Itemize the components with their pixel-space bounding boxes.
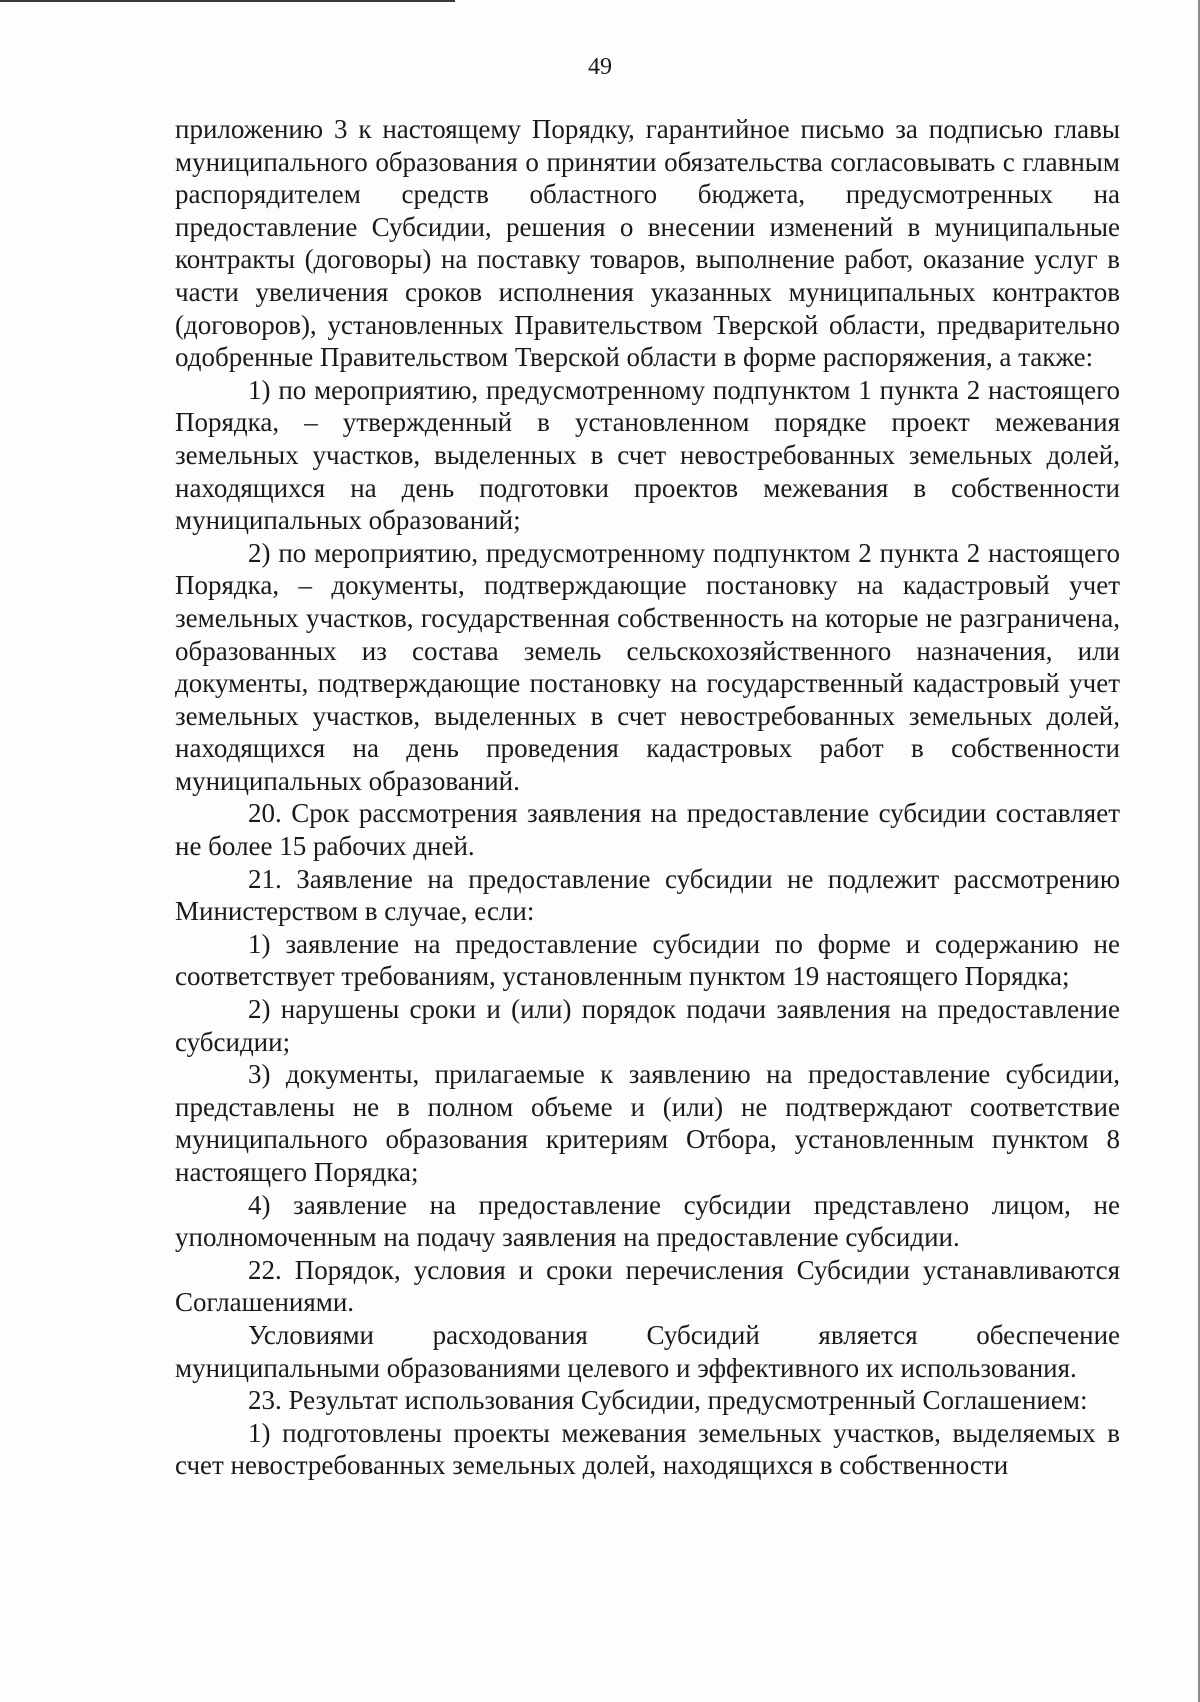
- paragraph-continuation: приложению 3 к настоящему Порядку, гарантийное письмо за подписью главы муниципального образования о принятии обязательства согласовывать с главным распорядителем средств областного бюджета, предусмотренных на предоставление Субсидии, решения о внесении изменений в муниципальные контракты (договоры) на поставку товаров, выполнение работ, оказание услуг в части увеличения сроков исполнения указанных муниципальных контрактов (договоров), установленных Правительством Тверской области, предварительно одобренные Правительством Тверской области в форме распоряжения, а также:: [175, 114, 1120, 373]
- paragraph-item-1: 1) по мероприятию, предусмотренному подпунктом 1 пункта 2 настоящего Порядка, – утвержденный в установленном порядке проект межевания земельных участков, выделенных в счет невостребованных земельных долей, находящихся на день подготовки проектов межевания в собственности муниципальных образований;: [175, 374, 1120, 536]
- paragraph-clause-21-item-4: 4) заявление на предоставление субсидии представлено лицом, не уполномоченным на подачу заявления на предоставление субсидии.: [175, 1189, 1120, 1253]
- paragraph-conditions: Условиями расходования Субсидий является обеспечение муниципальными образованиями целевого и эффективного их использования.: [175, 1319, 1120, 1383]
- paragraph-clause-23-item-1: 1) подготовлены проекты межевания земельных участков, выделяемых в счет невостребованных земельных долей, находящихся в собственности: [175, 1417, 1120, 1481]
- page-number: 49: [588, 54, 612, 80]
- paragraph-clause-23: 23. Результат использования Субсидии, предусмотренный Соглашением:: [248, 1385, 1088, 1416]
- paragraph-clause-21-item-3: 3) документы, прилагаемые к заявлению на предоставление субсидии, представлены не в полном объеме и (или) не подтверждают соответствие муниципального образования критериям Отбора, установленным пунктом 8 настоящего Порядка;: [175, 1059, 1120, 1187]
- paragraph-clause-22: 22. Порядок, условия и сроки перечисления Субсидии устанавливаются Соглашениями.: [175, 1254, 1120, 1318]
- paragraph-clause-20: 20. Срок рассмотрения заявления на предоставление субсидии составляет не более 15 рабочих дней.: [175, 798, 1120, 862]
- paragraph-clause-21: 21. Заявление на предоставление субсидии не подлежит рассмотрению Министерством в случае, если:: [175, 863, 1120, 927]
- paragraph-clause-21-item-1: 1) заявление на предоставление субсидии по форме и содержанию не соответствует требованиям, установленным пунктом 19 настоящего Порядка;: [175, 928, 1120, 992]
- document-body: [175, 113, 1120, 1482]
- scan-top-edge: [0, 0, 455, 2]
- paragraph-clause-21-item-2: 2) нарушены сроки и (или) порядок подачи заявления на предоставление субсидии;: [175, 994, 1120, 1057]
- paragraph-item-2: 2) по мероприятию, предусмотренному подпунктом 2 пункта 2 настоящего Порядка, – документы, подтверждающие постановку на кадастровый учет земельных участков, государственная собственность на которые не разграничена, образованных из состава земель сельскохозяйственного назначения, или документы, подтверждающие постановку на государственный кадастровый учет земельных участков, выделенных в счет невостребованных земельных долей, находящихся на день проведения кадастровых работ в собственности муниципальных образований.: [175, 537, 1120, 796]
